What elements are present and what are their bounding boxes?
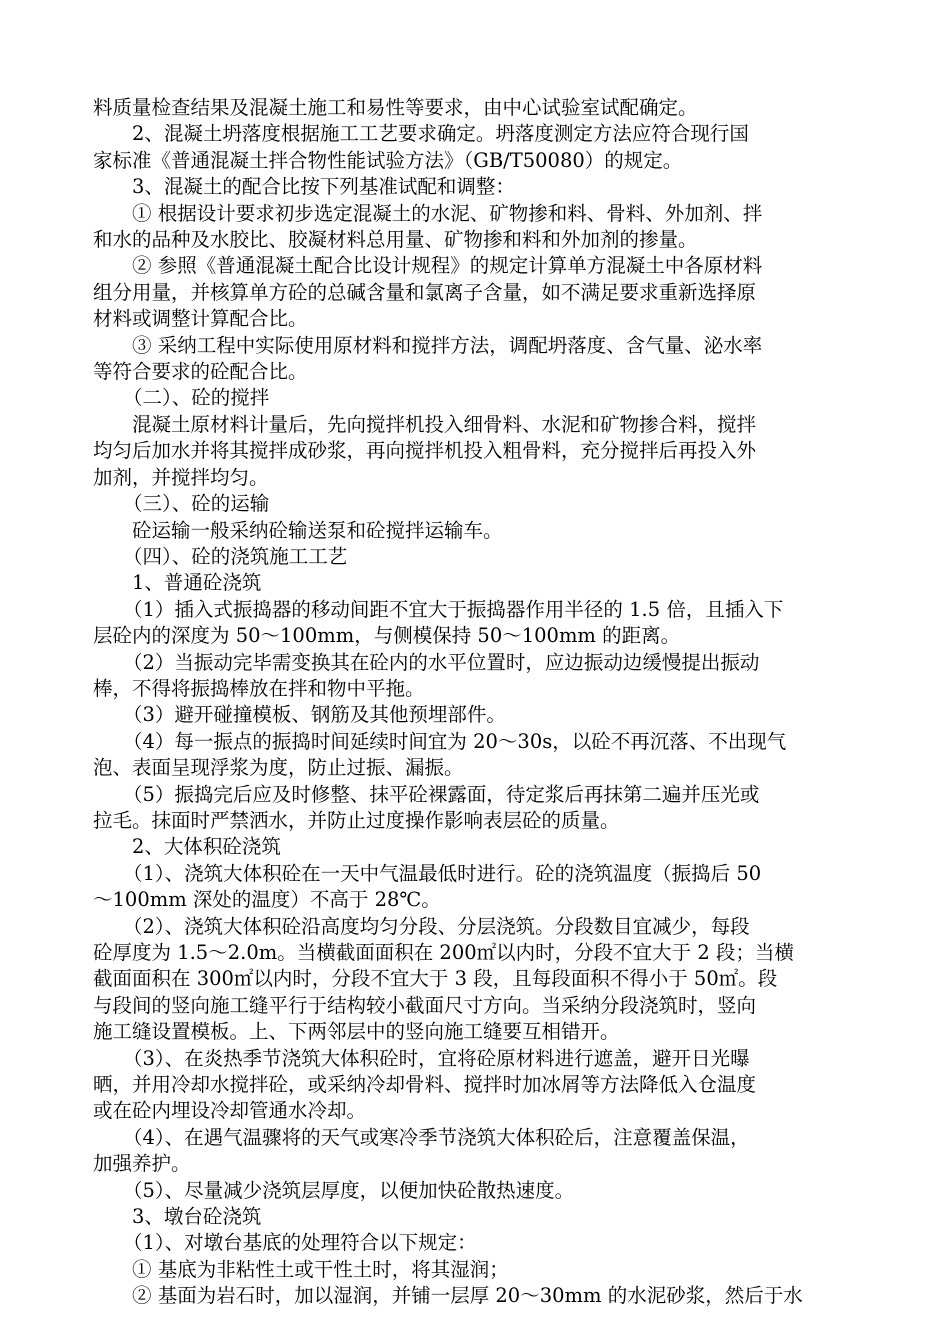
text-line: 等符合要求的砼配合比。 [93,360,308,384]
paragraph [93,253,863,332]
text-line: （3）避开碰撞模板、钢筋及其他预埋部件。 [123,703,506,727]
text-line: 或在砼内埋设冷却管通水冷却。 [93,1099,367,1123]
text-line: 施工缝设置模板。上、下两邻层中的竖向施工缝要互相错开。 [93,1020,620,1044]
paragraph [93,729,863,782]
text-line: （4）每一振点的振捣时间延续时间宜为 20～30s，以砼不再沉落、不出现气 [123,729,787,753]
text-line: ② 参照《普通混凝土配合比设计规程》的规定计算单方混凝土中各原材料 [132,254,763,278]
text-line: 材料或调整计算配合比。 [93,307,308,331]
paragraph [93,702,863,728]
paragraph [93,518,863,544]
text-line: （2）、浇筑大体积砼沿高度均匀分段、分层浇筑。分段数目宜减少，每段 [123,914,750,938]
text-line: 截面面积在 300㎡以内时，分段不宜大于 3 段，且每段面积不得小于 50㎡。段 [93,967,778,991]
text-line: 1、普通砼浇筑 [132,571,262,595]
paragraph [93,121,863,174]
paragraph [93,861,863,914]
text-line: 3、墩台砼浇筑 [132,1205,262,1229]
paragraph [93,544,863,570]
text-line: （4）、在遇气温骤将的天气或寒冷季节浇筑大体积砼后，注意覆盖保温， [123,1125,750,1149]
text-line: （1）插入式振捣器的移动间距不宜大于振捣器作用半径的 1.5 倍，且插入下 [123,597,784,621]
text-line: （二）、砼的搅拌 [123,386,270,410]
text-line: 加强养护。 [93,1152,191,1176]
paragraph [93,914,863,1046]
paragraph [93,1283,863,1309]
text-line: 混凝土原材料计量后，先向搅拌机投入细骨料、水泥和矿物掺合料，搅拌 [132,412,757,436]
paragraph [93,333,863,386]
text-line: 砼运输一般采纳砼输送泵和砼搅拌运输车。 [132,518,503,542]
text-line: ③ 采纳工程中实际使用原材料和搅拌方法，调配坍落度、含气量、泌水率 [132,333,763,357]
text-line: ① 根据设计要求初步选定混凝土的水泥、矿物掺和料、骨料、外加剂、拌 [132,201,763,225]
paragraph [93,1204,863,1230]
text-line: 2、大体积砼浇筑 [132,835,281,859]
text-line: 晒，并用冷却水搅拌砼，或采纳冷却骨料、搅拌时加冰屑等方法降低入仓温度 [93,1073,757,1097]
paragraph [93,1230,863,1256]
text-line: （5）振捣完后应及时修整、抹平砼裸露面，待定浆后再抹第二遍并压光或 [123,782,760,806]
paragraph [93,491,863,517]
paragraph [93,174,863,200]
paragraph [93,597,863,650]
paragraph [93,95,863,121]
text-line: 组分用量，并核算单方砼的总碱含量和氯离子含量，如不满足要求重新选择原 [93,280,757,304]
text-line: 加剂，并搅拌均匀。 [93,465,269,489]
text-line: ② 基面为岩石时，加以湿润，并铺一层厚 20～30mm 的水泥砂浆，然后于水 [132,1284,803,1308]
text-line: 家标准《普通混凝土拌合物性能试验方法》（GB/T50080）的规定。 [93,148,683,172]
text-line: （三）、砼的运输 [123,492,270,516]
text-line: ～100mm 深处的温度）不高于 28℃。 [93,888,441,912]
document-body [93,95,863,1310]
paragraph [93,201,863,254]
paragraph [93,385,863,411]
text-line: ① 基底为非粘性土或干性土时，将其湿润； [132,1257,509,1281]
text-line: 与段间的竖向施工缝平行于结构较小截面尺寸方向。当采纳分段浇筑时，竖向 [93,993,757,1017]
text-line: （3）、在炎热季节浇筑大体积砼时，宜将砼原材料进行遮盖，避开日光曝 [123,1046,750,1070]
text-line: 3、混凝土的配合比按下列基准试配和调整： [132,175,515,199]
text-line: （2）当振动完毕需变换其在砼内的水平位置时，应边振动边缓慢提出振动 [123,650,760,674]
text-line: （1）、对墩台基底的处理符合以下规定： [123,1231,477,1255]
text-line: 料质量检查结果及混凝土施工和易性等要求，由中心试验室试配确定。 [93,96,698,119]
paragraph [93,834,863,860]
paragraph [93,412,863,491]
text-line: 拉毛。抹面时严禁洒水，并防止过度操作影响表层砼的质量。 [93,808,620,832]
paragraph [93,650,863,703]
text-line: （5）、尽量减少浇筑层厚度，以便加快砼散热速度。 [123,1178,575,1202]
text-line: 砼厚度为 1.5～2.0m。当横截面面积在 200㎡以内时，分段不宜大于 2 段；当横 [93,941,794,964]
paragraph [93,1178,863,1204]
text-line: 均匀后加水并将其搅拌成砂浆，再向搅拌机投入粗骨料，充分搅拌后再投入外 [93,439,757,463]
paragraph [93,782,863,835]
paragraph [93,1257,863,1283]
text-line: 2、混凝土坍落度根据施工工艺要求确定。坍落度测定方法应符合现行国 [132,122,749,146]
text-line: 泡、表面呈现浮浆为度，防止过振、漏振。 [93,756,464,780]
paragraph [93,570,863,596]
paragraph [93,1125,863,1178]
text-line: 棒，不得将振捣棒放在拌和物中平拖。 [93,676,425,700]
text-line: （四）、砼的浇筑施工工艺 [123,544,348,568]
text-line: （1）、浇筑大体积砼在一天中气温最低时进行。砼的浇筑温度（振捣后 50 [123,861,762,885]
text-line: 层砼内的深度为 50～100mm，与侧模保持 50～100mm 的距离。 [93,624,681,648]
paragraph [93,1046,863,1125]
text-line: 和水的品种及水胶比、胶凝材料总用量、矿物掺和料和外加剂的掺量。 [93,228,698,252]
